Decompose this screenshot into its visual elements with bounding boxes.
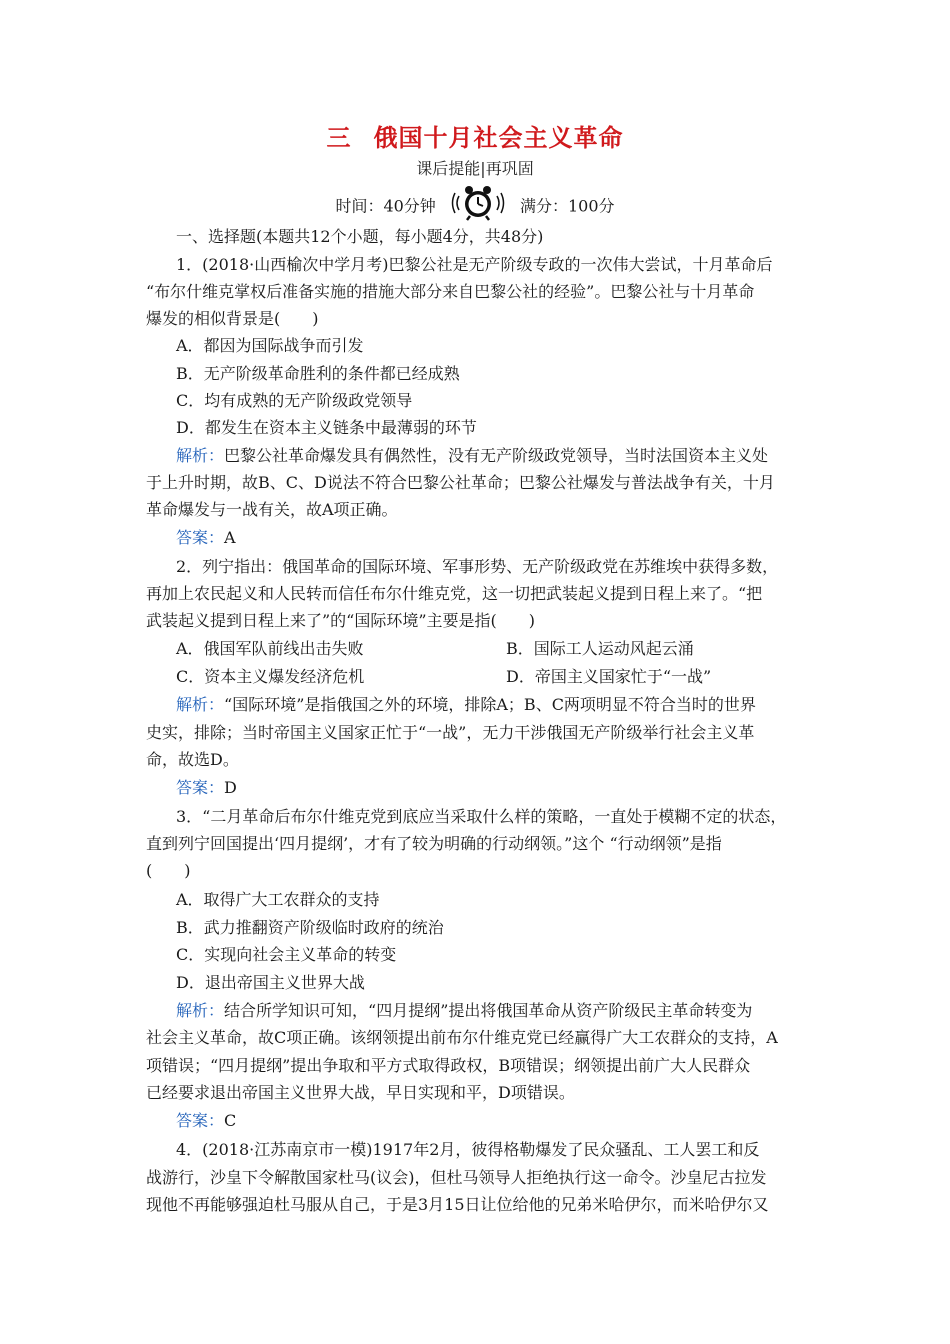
q3-option-c: C．实现向社会主义革命的转变: [176, 945, 397, 964]
q2-option-d: D．帝国主义国家忙于“一战”: [506, 667, 712, 686]
full-score: 满分：100分: [520, 196, 615, 216]
q1-stem-line: “布尔什维克掌权后准备实施的措施大部分来自巴黎公社的经验”。巴黎公社与十月革命: [146, 282, 755, 301]
q4-stem-line: 4．(2018·江苏南京市一模)1917年2月，彼得格勒爆发了民众骚乱、工人罢工和反: [176, 1140, 760, 1159]
q2-analysis-line: 解析：“国际环境”是指俄国之外的环境，排除A；B、C两项明显不符合当时的世界: [176, 695, 756, 714]
q3-answer: 答案：C: [176, 1111, 237, 1130]
analysis-label: 解析：: [176, 695, 225, 714]
q2-options-row: [176, 664, 816, 687]
q1-stem-line: 爆发的相似背景是( ): [146, 309, 319, 328]
q1-option-b: B．无产阶级革命胜利的条件都已经成熟: [176, 364, 460, 383]
q1-analysis-line: 解析：巴黎公社革命爆发具有偶然性，没有无产阶级政党领导，当时法国资本主义处: [176, 446, 769, 465]
q3-option-b: B．武力推翻资产阶级临时政府的统治: [176, 918, 444, 937]
answer-label: 答案：: [176, 1111, 225, 1130]
answer-label: 答案：: [176, 528, 225, 547]
q1-option-a: A．都因为国际战争而引发: [176, 336, 364, 355]
q2-stem-line: 再加上农民起义和人民转而信任布尔什维克党，这一切把武装起义提到日程上来了。“把: [146, 584, 763, 603]
q1-option-d: D．都发生在资本主义链条中最薄弱的环节: [176, 418, 477, 437]
q2-option-b: B．国际工人运动风起云涌: [506, 639, 694, 658]
alarm-clock-icon: [451, 184, 505, 226]
analysis-label: 解析：: [176, 1001, 225, 1020]
q2-stem-line: 武装起义提到日程上来了”的“国际环境”主要是指( ): [146, 611, 536, 630]
q3-stem-line: 直到列宁回国提出‘四月提纲’，才有了较为明确的行动纲领。”这个 “行动纲领”是指: [146, 834, 722, 853]
analysis-label: 解析：: [176, 446, 225, 465]
q3-stem-line: 3．“二月革命后布尔什维克党到底应当采取什么样的策略，一直处于模糊不定的状态，: [176, 807, 787, 826]
q3-analysis-line: 项错误；“四月提纲”提出争取和平方式取得政权，B项错误；纲领提出前广大人民群众: [146, 1056, 751, 1075]
q2-answer: 答案：D: [176, 778, 237, 797]
q2-analysis-line: 史实，排除；当时帝国主义国家正忙于“一战”，无力干涉俄国无产阶级举行社会主义革: [146, 723, 755, 742]
q1-analysis-line: 于上升时期，故B、C、D说法不符合巴黎公社革命；巴黎公社爆发与普法战争有关，十月: [146, 473, 775, 492]
time-score-bar: [0, 184, 950, 224]
answer-label: 答案：: [176, 778, 225, 797]
q3-option-a: A．取得广大工农群众的支持: [176, 890, 380, 909]
q2-analysis-line: 命，故选D。: [146, 750, 239, 769]
q1-stem-line: 1．(2018·山西榆次中学月考)巴黎公社是无产阶级专政的一次伟大尝试，十月革命后: [176, 255, 773, 274]
q1-option-c: C．均有成熟的无产阶级政党领导: [176, 391, 413, 410]
q3-analysis-line: 解析：结合所学知识可知，“四月提纲”提出将俄国革命从资产阶级民主革命转变为: [176, 1001, 753, 1020]
time-limit: 时间：40分钟: [335, 196, 436, 216]
q4-stem-line: 战游行，沙皇下令解散国家杜马(议会)，但杜马领导人拒绝执行这一命令。沙皇尼古拉发: [146, 1168, 767, 1187]
q2-option-a: A．俄国军队前线出击失败: [176, 639, 364, 658]
q3-analysis-line: 社会主义革命，故C项正确。该纲领提出前布尔什维克党已经赢得广大工农群众的支持，A: [146, 1028, 778, 1047]
lesson-title: 俄国十月社会主义革命: [373, 123, 624, 152]
page-subtitle: 课后提能|再巩固: [416, 159, 534, 178]
q1-answer: 答案：A: [176, 528, 236, 547]
q3-stem-line: ( ): [146, 861, 191, 880]
lesson-number: 三: [326, 123, 352, 152]
q4-stem-line: 现他不再能够强迫杜马服从自己，于是3月15日让位给他的兄弟米哈伊尔，而米哈伊尔又: [146, 1195, 769, 1214]
q3-option-d: D．退出帝国主义世界大战: [176, 973, 365, 992]
q2-option-c: C．资本主义爆发经济危机: [176, 667, 365, 686]
q1-analysis-line: 革命爆发与一战有关，故A项正确。: [146, 500, 398, 519]
q2-stem-line: 2．列宁指出：俄国革命的国际环境、军事形势、无产阶级政党在苏维埃中获得多数，: [176, 557, 779, 576]
q3-analysis-line: 已经要求退出帝国主义世界大战，早日实现和平，D项错误。: [146, 1083, 575, 1102]
q2-options-row: [176, 636, 816, 659]
section-heading: 一、选择题(本题共12个小题，每小题4分，共48分): [176, 227, 544, 246]
page-title: [0, 118, 950, 153]
